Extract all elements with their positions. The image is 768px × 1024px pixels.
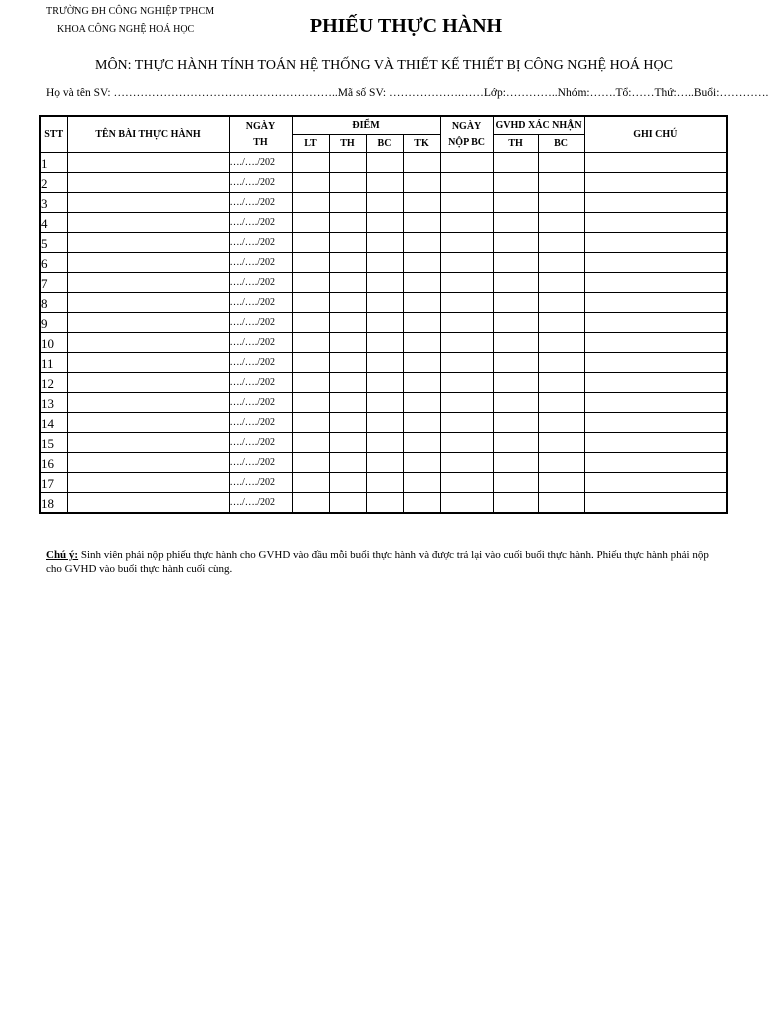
score-bc-cell[interactable] [366,453,403,473]
lab-name-cell[interactable] [67,333,229,353]
header-stt: STT [40,116,67,153]
score-th-cell[interactable] [329,333,366,353]
student-info-line: Họ và tên SV: …………………………………………………..Mã số SV: ……………….……Lớp:…………..Nhóm:…….Tổ:……Thứ:…..Buổi:…………. [46,87,768,99]
header-report-date-line2: NỘP BC [448,136,486,148]
lab-name-cell[interactable] [67,193,229,213]
score-tk-cell[interactable] [403,453,440,473]
lab-date-cell[interactable]: …./…./202 [229,393,292,413]
confirm-th-cell[interactable] [493,333,538,353]
notes-cell[interactable] [584,173,727,193]
subject-title: MÔN: THỰC HÀNH TÍNH TOÁN HỆ THỐNG VÀ THIẾT KẾ THIẾT BỊ CÔNG NGHỆ HOÁ HỌC [95,58,673,73]
score-bc-cell[interactable] [366,293,403,313]
lab-name-cell[interactable] [67,453,229,473]
confirm-bc-cell[interactable] [538,473,584,493]
header-confirm-bc: BC [538,135,584,153]
row-number: 9 [40,313,67,333]
confirm-th-cell[interactable] [493,393,538,413]
notes-cell[interactable] [584,273,727,293]
score-lt-cell[interactable] [292,413,329,433]
confirm-bc-cell[interactable] [538,313,584,333]
confirm-bc-cell[interactable] [538,413,584,433]
score-bc-cell[interactable] [366,393,403,413]
score-lt-cell[interactable] [292,353,329,373]
lab-name-cell[interactable] [67,493,229,514]
score-tk-cell[interactable] [403,153,440,173]
report-date-cell[interactable] [440,153,493,173]
confirm-th-cell[interactable] [493,293,538,313]
score-lt-cell[interactable] [292,253,329,273]
notes-cell[interactable] [584,473,727,493]
notes-cell[interactable] [584,413,727,433]
score-bc-cell[interactable] [366,493,403,514]
header-score-lt: LT [292,135,329,153]
confirm-th-cell[interactable] [493,153,538,173]
confirm-bc-cell[interactable] [538,373,584,393]
header-instructor-confirm: GVHD XÁC NHẬN [493,116,584,135]
row-number: 2 [40,173,67,193]
header-score-tk: TK [403,135,440,153]
lab-name-cell[interactable] [67,253,229,273]
row-number: 8 [40,293,67,313]
lab-date-cell[interactable]: …./…./202 [229,253,292,273]
row-number: 16 [40,453,67,473]
school-name: TRƯỜNG ĐH CÔNG NGHIỆP TPHCM [46,6,215,17]
score-bc-cell[interactable] [366,173,403,193]
lab-date-cell[interactable]: …./…./202 [229,313,292,333]
faculty-name: KHOA CÔNG NGHỆ HOÁ HỌC [57,24,195,35]
report-date-cell[interactable] [440,473,493,493]
score-tk-cell[interactable] [403,313,440,333]
score-lt-cell[interactable] [292,393,329,413]
table-row [40,453,727,473]
report-date-cell[interactable] [440,313,493,333]
confirm-bc-cell[interactable] [538,153,584,173]
practice-record-table [39,115,728,514]
row-number: 14 [40,413,67,433]
score-tk-cell[interactable] [403,293,440,313]
score-bc-cell[interactable] [366,413,403,433]
lab-date-cell[interactable]: …./…./202 [229,353,292,373]
confirm-bc-cell[interactable] [538,173,584,193]
report-date-cell[interactable] [440,253,493,273]
report-date-cell[interactable] [440,493,493,514]
report-date-cell[interactable] [440,293,493,313]
table-row [40,433,727,453]
lab-name-cell[interactable] [67,433,229,453]
confirm-bc-cell[interactable] [538,333,584,353]
score-bc-cell[interactable] [366,333,403,353]
confirm-th-cell[interactable] [493,353,538,373]
score-tk-cell[interactable] [403,493,440,514]
score-tk-cell[interactable] [403,233,440,253]
lab-name-cell[interactable] [67,373,229,393]
score-tk-cell[interactable] [403,373,440,393]
confirm-bc-cell[interactable] [538,253,584,273]
notes-cell[interactable] [584,193,727,213]
lab-name-cell[interactable] [67,413,229,433]
row-number: 4 [40,213,67,233]
score-tk-cell[interactable] [403,333,440,353]
notes-cell[interactable] [584,213,727,233]
lab-name-cell[interactable] [67,173,229,193]
table-row [40,273,727,293]
notes-cell[interactable] [584,233,727,253]
row-number: 13 [40,393,67,413]
notes-cell[interactable] [584,393,727,413]
lab-name-cell[interactable] [67,153,229,173]
table-row [40,253,727,273]
notes-cell[interactable] [584,353,727,373]
lab-date-cell[interactable]: …./…./202 [229,173,292,193]
score-th-cell[interactable] [329,493,366,514]
table-row [40,233,727,253]
notes-cell[interactable] [584,493,727,514]
lab-name-cell[interactable] [67,393,229,413]
row-number: 3 [40,193,67,213]
score-th-cell[interactable] [329,213,366,233]
notes-cell[interactable] [584,433,727,453]
score-th-cell[interactable] [329,313,366,333]
score-bc-cell[interactable] [366,233,403,253]
score-th-cell[interactable] [329,413,366,433]
report-date-cell[interactable] [440,393,493,413]
confirm-th-cell[interactable] [493,433,538,453]
lab-date-cell[interactable]: …./…./202 [229,373,292,393]
confirm-bc-cell[interactable] [538,213,584,233]
report-date-cell[interactable] [440,193,493,213]
confirm-th-cell[interactable] [493,473,538,493]
score-tk-cell[interactable] [403,433,440,453]
score-lt-cell[interactable] [292,273,329,293]
note-label: Chú ý: [46,549,79,561]
score-th-cell[interactable] [329,153,366,173]
table-row [40,173,727,193]
table-row [40,473,727,493]
confirm-bc-cell[interactable] [538,353,584,373]
row-number: 6 [40,253,67,273]
score-th-cell[interactable] [329,393,366,413]
score-th-cell[interactable] [329,193,366,213]
lab-date-cell[interactable]: …./…./202 [229,333,292,353]
score-lt-cell[interactable] [292,473,329,493]
score-lt-cell[interactable] [292,293,329,313]
report-date-cell[interactable] [440,353,493,373]
score-tk-cell[interactable] [403,393,440,413]
table-row [40,373,727,393]
row-number: 15 [40,433,67,453]
notes-cell[interactable] [584,253,727,273]
table-row [40,293,727,313]
table-row [40,413,727,433]
confirm-bc-cell[interactable] [538,453,584,473]
confirm-bc-cell[interactable] [538,493,584,514]
score-th-cell[interactable] [329,433,366,453]
score-bc-cell[interactable] [366,373,403,393]
table-row [40,333,727,353]
notes-cell[interactable] [584,373,727,393]
row-number: 18 [40,493,67,514]
lab-date-cell[interactable]: …./…./202 [229,293,292,313]
lab-date-cell[interactable]: …./…./202 [229,433,292,453]
score-tk-cell[interactable] [403,413,440,433]
lab-date-cell[interactable]: …./…./202 [229,153,292,173]
score-lt-cell[interactable] [292,313,329,333]
score-lt-cell[interactable] [292,453,329,473]
score-lt-cell[interactable] [292,493,329,514]
table-row [40,353,727,373]
lab-date-cell[interactable]: …./…./202 [229,413,292,433]
score-th-cell[interactable] [329,473,366,493]
report-date-cell[interactable] [440,373,493,393]
confirm-bc-cell[interactable] [538,393,584,413]
notes-cell[interactable] [584,293,727,313]
report-date-cell[interactable] [440,333,493,353]
score-th-cell[interactable] [329,253,366,273]
report-date-cell[interactable] [440,213,493,233]
score-bc-cell[interactable] [366,193,403,213]
lab-date-cell[interactable]: …./…./202 [229,213,292,233]
row-number: 11 [40,353,67,373]
score-tk-cell[interactable] [403,173,440,193]
confirm-th-cell[interactable] [493,453,538,473]
header-lab-name: TÊN BÀI THỰC HÀNH [67,116,229,153]
score-bc-cell[interactable] [366,153,403,173]
note-paragraph [46,549,726,576]
score-th-cell[interactable] [329,373,366,393]
lab-name-cell[interactable] [67,473,229,493]
row-number: 5 [40,233,67,253]
score-lt-cell[interactable] [292,373,329,393]
confirm-th-cell[interactable] [493,313,538,333]
page-title: PHIẾU THỰC HÀNH [309,15,503,37]
score-lt-cell[interactable] [292,433,329,453]
report-date-cell[interactable] [440,453,493,473]
confirm-th-cell[interactable] [493,173,538,193]
table-row [40,153,727,173]
confirm-th-cell[interactable] [493,253,538,273]
score-th-cell[interactable] [329,453,366,473]
score-lt-cell[interactable] [292,173,329,193]
score-bc-cell[interactable] [366,253,403,273]
row-number: 10 [40,333,67,353]
score-bc-cell[interactable] [366,433,403,453]
score-th-cell[interactable] [329,273,366,293]
score-bc-cell[interactable] [366,273,403,293]
report-date-cell[interactable] [440,273,493,293]
confirm-bc-cell[interactable] [538,293,584,313]
header-lab-date-line2: TH [253,136,268,148]
row-number: 17 [40,473,67,493]
lab-name-cell[interactable] [67,293,229,313]
score-lt-cell[interactable] [292,213,329,233]
lab-date-cell[interactable]: …./…./202 [229,453,292,473]
score-tk-cell[interactable] [403,353,440,373]
report-date-cell[interactable] [440,433,493,453]
score-bc-cell[interactable] [366,353,403,373]
confirm-th-cell[interactable] [493,493,538,514]
score-th-cell[interactable] [329,173,366,193]
header-report-date-line1: NGÀY [451,120,482,132]
lab-name-cell[interactable] [67,273,229,293]
notes-cell[interactable] [584,453,727,473]
note-text: Sinh viên phải nộp phiếu thực hành cho GVHD vào đầu mỗi buổi thực hành và được trả lại vào cuối buổi thực hành. Phiếu thực hành phải nộp cho GVHD vào buổi thực hành cuối cùng. [46,549,709,575]
score-lt-cell[interactable] [292,193,329,213]
score-bc-cell[interactable] [366,213,403,233]
score-th-cell[interactable] [329,353,366,373]
score-th-cell[interactable] [329,293,366,313]
notes-cell[interactable] [584,313,727,333]
table-row [40,213,727,233]
header-lab-date [229,116,292,153]
lab-name-cell[interactable] [67,313,229,333]
confirm-bc-cell[interactable] [538,433,584,453]
lab-date-cell[interactable]: …./…./202 [229,233,292,253]
score-lt-cell[interactable] [292,153,329,173]
table-row [40,193,727,213]
score-bc-cell[interactable] [366,313,403,333]
confirm-th-cell[interactable] [493,193,538,213]
table-row [40,393,727,413]
score-bc-cell[interactable] [366,473,403,493]
score-lt-cell[interactable] [292,333,329,353]
table-body [40,153,727,514]
lab-name-cell[interactable] [67,233,229,253]
confirm-bc-cell[interactable] [538,233,584,253]
score-tk-cell[interactable] [403,273,440,293]
score-tk-cell[interactable] [403,193,440,213]
table-row [40,313,727,333]
notes-cell[interactable] [584,153,727,173]
lab-date-cell[interactable]: …./…./202 [229,473,292,493]
confirm-th-cell[interactable] [493,413,538,433]
header-notes: GHI CHÚ [584,116,727,153]
header-score-bc: BC [366,135,403,153]
header-score-th: TH [329,135,366,153]
confirm-th-cell[interactable] [493,373,538,393]
score-lt-cell[interactable] [292,233,329,253]
lab-date-cell[interactable]: …./…./202 [229,273,292,293]
lab-date-cell[interactable]: …./…./202 [229,493,292,514]
row-number: 7 [40,273,67,293]
confirm-th-cell[interactable] [493,213,538,233]
report-date-cell[interactable] [440,173,493,193]
header-confirm-th: TH [493,135,538,153]
header-lab-date-line1: NGÀY [245,120,276,132]
score-tk-cell[interactable] [403,253,440,273]
report-date-cell[interactable] [440,233,493,253]
score-tk-cell[interactable] [403,473,440,493]
confirm-bc-cell[interactable] [538,193,584,213]
row-number: 12 [40,373,67,393]
header-report-date [440,116,493,153]
lab-name-cell[interactable] [67,213,229,233]
report-date-cell[interactable] [440,413,493,433]
lab-name-cell[interactable] [67,353,229,373]
score-tk-cell[interactable] [403,213,440,233]
confirm-th-cell[interactable] [493,273,538,293]
lab-date-cell[interactable]: …./…./202 [229,193,292,213]
header-score: ĐIỂM [292,116,440,135]
notes-cell[interactable] [584,333,727,353]
row-number: 1 [40,153,67,173]
confirm-th-cell[interactable] [493,233,538,253]
score-th-cell[interactable] [329,233,366,253]
confirm-bc-cell[interactable] [538,273,584,293]
table-row [40,493,727,514]
